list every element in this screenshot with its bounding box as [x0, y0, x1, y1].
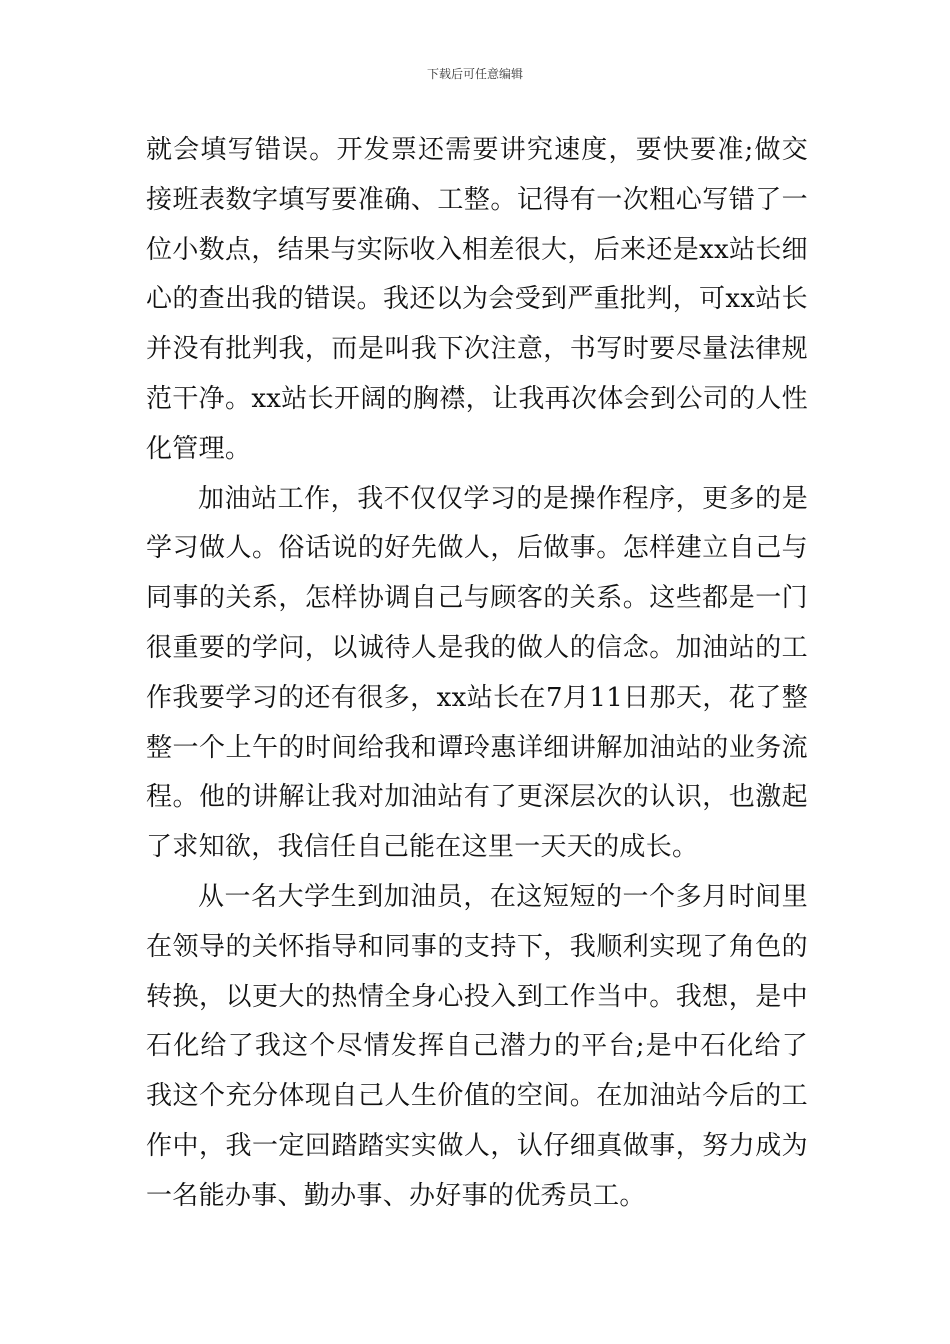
- paragraph-1: 就会填写错误。开发票还需要讲究速度，要快要准;做交接班表数字填写要准确、工整。记得有一次粗心写错了一位小数点，结果与实际收入相差很大，后来还是xx站长细心的查出我的错误。我还以为会受到严重批判，可xx站长并没有批判我，而是叫我下次注意，书写时要尽量法律规范干净。xx站长开阔的胸襟，让我再次体会到公司的人性化管理。: [146, 135, 808, 464]
- paragraph-2: 加油站工作，我不仅仅学习的是操作程序，更多的是学习做人。俗话说的好先做人，后做事。怎样建立自己与同事的关系，怎样协调自己与顾客的关系。这些都是一门很重要的学问，以诚待人是我的做人的信念。加油站的工作我要学习的还有很多，xx站长在7月11日那天，花了整整一个上午的时间给我和谭玲惠详细讲解加油站的业务流程。他的讲解让我对加油站有了更深层次的认识，也激起了求知欲，我信任自己能在这里一天天的成长。: [146, 483, 808, 863]
- page-header: 下载后可任意编辑: [426, 67, 523, 81]
- paragraph-3: 从一名大学生到加油员，在这短短的一个多月时间里在领导的关怀指导和同事的支持下，我顺利实现了角色的转换，以更大的热情全身心投入到工作当中。我想，是中石化给了我这个尽情发挥自己潜力的平台;是中石化给了我这个充分体现自己人生价值的空间。在加油站今后的工作中，我一定回踏踏实实做人，认仔细真做事，努力成为一名能办事、勤办事、办好事的优秀员工。: [146, 881, 808, 1211]
- document-body: [146, 126, 808, 1222]
